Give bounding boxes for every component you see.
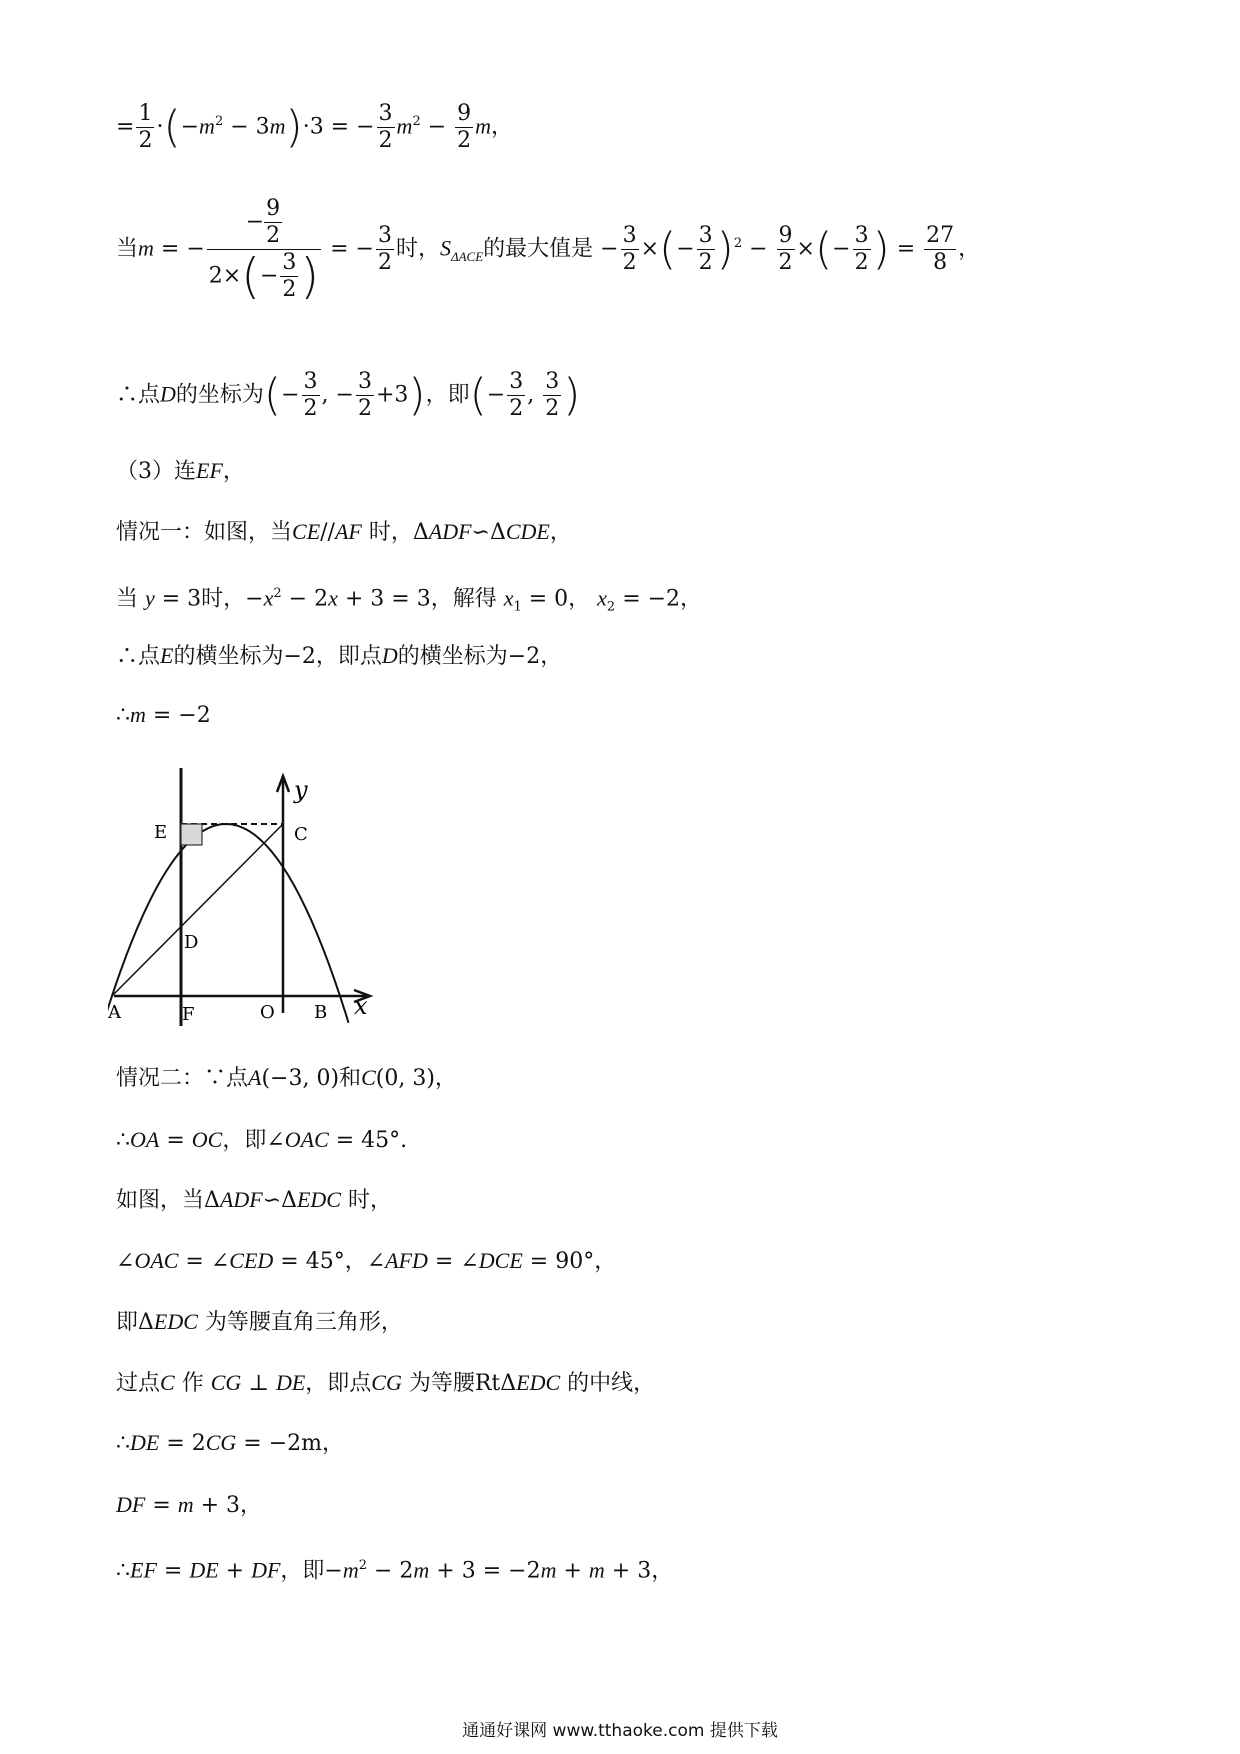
label-x: x xyxy=(354,992,368,1020)
label-y: y xyxy=(294,776,308,804)
equation-line-1: = $\frac{1}{2}$ $\cdot(-m^2 - 3m)\cdot 3$ = − $\frac{3}{2}$ $m^2$ − $\frac{9}{2}$ m， xyxy=(116,101,514,153)
line-AC xyxy=(112,824,283,996)
label-O: O xyxy=(260,1002,275,1023)
text-line-16: DF = m + 3， xyxy=(116,1492,263,1518)
label-E: E xyxy=(154,822,168,843)
page-footer: 通通好课网 www.tthaoke.com 提供下载 xyxy=(462,1721,778,1741)
text-line-10: ∴OA = OC，即∠OAC = 45°. xyxy=(116,1127,408,1153)
text-line-17: ∴EF = DE + DF，即$-m^2 - 2m + 3 = -2m + m + 3$， xyxy=(116,1557,674,1584)
label-B: B xyxy=(314,1002,328,1023)
text-line-11: 如图，当ΔADF∽ΔEDC 时， xyxy=(116,1187,392,1213)
equation-line-2: 当m = − − $\frac{9}{2}$ 2×(− $\frac{3}{2}$ ) = − $\frac{3}{2}$ 时，$S_{\Delta ACE}$的最大值是 − $\frac{3}{2}$ ×(− $\frac{3}{2}$ )$^2$ − $\frac{9}{2}$ ×(− $\frac{3}{2}$ ) = $\frac{27}{8}$ ， xyxy=(116,196,981,305)
text-line-15: ∴DE = 2CG = −2m， xyxy=(116,1430,345,1456)
text-line-4: （3）连EF， xyxy=(116,458,245,484)
text-line-9: 情况二：∵点A(−3, 0)和C(0, 3)， xyxy=(116,1065,457,1091)
label-F: F xyxy=(182,1004,195,1025)
label-C: C xyxy=(294,824,308,845)
text-line-12: ∠OAC = ∠CED = 45°，∠AFD = ∠DCE = 90°， xyxy=(116,1248,617,1274)
text-line-8: ∴m = −2 xyxy=(116,702,211,728)
text-line-5: 情况一：如图，当CE//AF 时，ΔADF∽ΔCDE， xyxy=(116,519,572,545)
parabola-path xyxy=(108,824,349,1023)
text-line-6: 当 y = 3时，$-x^2 - 2x + 3 = 3$，解得 $x_1 = 0$， $x_2 = -2$， xyxy=(116,585,703,615)
parabola-figure xyxy=(108,768,388,1038)
label-A: A xyxy=(108,1002,121,1023)
text-line-14: 过点C 作 CG ⊥ DE，即点CG 为等腰RtΔEDC 的中线， xyxy=(116,1370,656,1396)
text-line-7: ∴点E的横坐标为−2，即点D的横坐标为−2， xyxy=(116,643,563,669)
right-angle-marker xyxy=(181,824,202,845)
label-D: D xyxy=(184,932,199,953)
equation-line-3: ∴点D的坐标为(− $\frac{3}{2}$ , − $\frac{3}{2}$ +3)，即(− $\frac{3}{2}$ , $\frac{3}{2}$ ) xyxy=(116,369,581,421)
text-line-13: 即ΔEDC 为等腰直角三角形， xyxy=(116,1309,403,1335)
